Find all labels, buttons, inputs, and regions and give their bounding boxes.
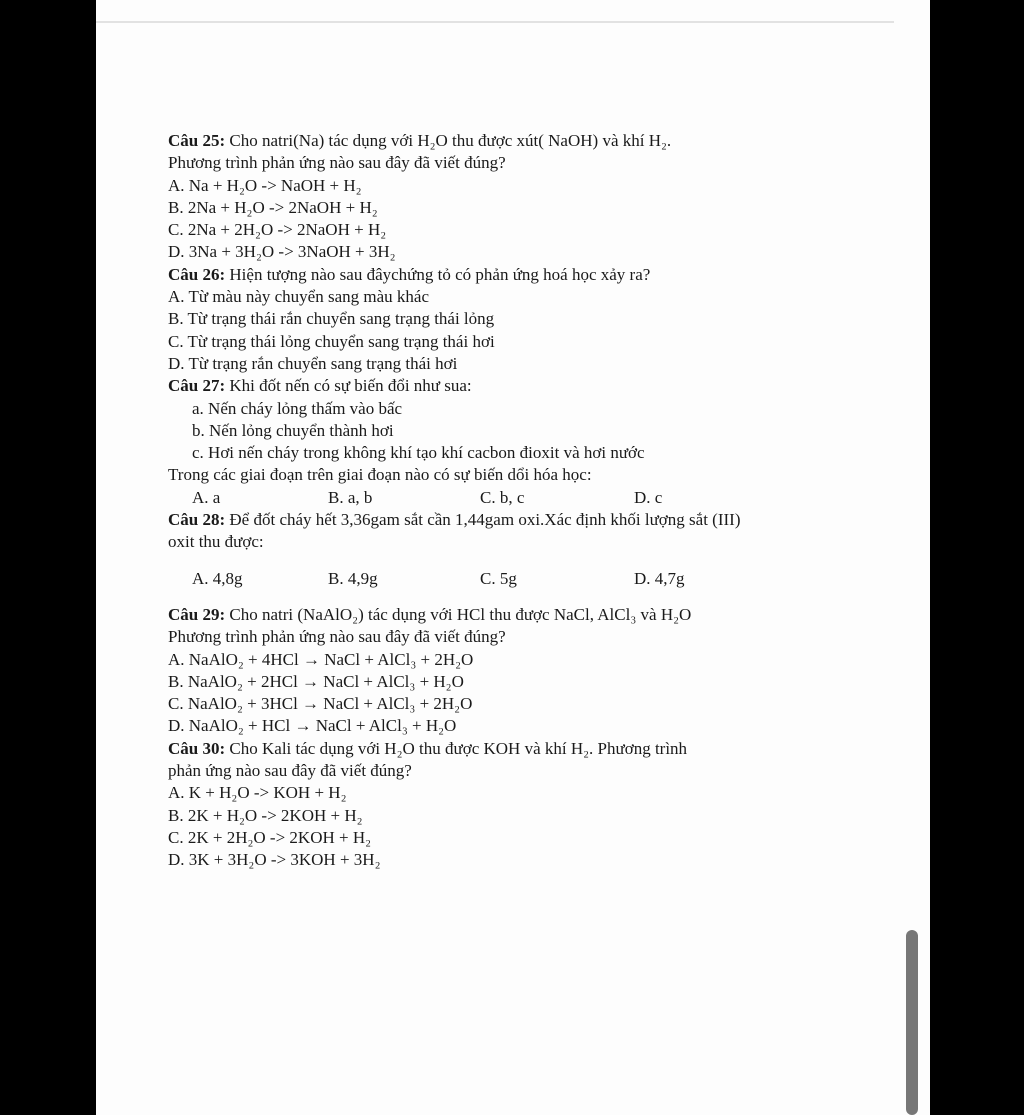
question-30-option-b: B. 2K + H₂O -> 2KOH + H₂ xyxy=(168,805,363,825)
question-29-option-a: A. NaAlO₂ + 4HCl → NaCl + AlCl₃ + 2H₂O xyxy=(168,649,474,669)
question-29-text-line2: Phương trình phản ứng nào sau đây đã viết đúng? xyxy=(168,627,506,647)
question-27 xyxy=(168,375,868,397)
question-29 xyxy=(168,604,868,626)
question-28-options xyxy=(168,568,868,590)
question-28-text-line2: oxit thu được: xyxy=(168,532,264,552)
question-26-option-b: B. Từ trạng thái rắn chuyển sang trạng thái lỏng xyxy=(168,309,495,329)
question-30-option-c: C. 2K + 2H₂O -> 2KOH + H₂ xyxy=(168,827,372,847)
question-27-option-d: D. c xyxy=(634,487,663,507)
page-top-divider xyxy=(96,21,894,23)
question-27-step-b: b. Nến lỏng chuyển thành hơi xyxy=(192,420,394,440)
question-27-label: Câu 27: xyxy=(168,376,226,396)
question-28-option-c: C. 5g xyxy=(480,568,517,588)
question-28-text: Để đốt cháy hết 3,36gam sắt cần 1,44gam oxi.Xác định khối lượng sắt (III) xyxy=(229,510,741,530)
question-25-option-b: B. 2Na + H₂O -> 2NaOH + H₂ xyxy=(168,197,378,217)
question-30-option-a: A. K + H₂O -> KOH + H₂ xyxy=(168,783,347,803)
question-30-option-d: D. 3K + 3H₂O -> 3KOH + 3H₂ xyxy=(168,850,381,870)
question-27-text: Khi đốt nến có sự biến đổi như sua: xyxy=(229,376,472,396)
question-27-text-line2: Trong các giai đoạn trên giai đoạn nào có sự biến dổi hóa học: xyxy=(168,465,592,485)
question-25-option-d: D. 3Na + 3H₂O -> 3NaOH + 3H₂ xyxy=(168,242,396,262)
question-26 xyxy=(168,264,868,286)
question-30-text-line2: phản ứng nào sau đây đã viết đúng? xyxy=(168,761,412,781)
question-30-label: Câu 30: xyxy=(168,738,226,758)
question-26-option-a: A. Từ màu này chuyển sang màu khác xyxy=(168,287,429,307)
question-28-option-b: B. 4,9g xyxy=(328,568,378,588)
question-26-option-c: C. Từ trạng thái lỏng chuyển sang trạng thái hơi xyxy=(168,331,495,351)
question-26-option-d: D. Từ trạng rắn chuyển sang trạng thái hơi xyxy=(168,353,458,373)
question-29-option-d: D. NaAlO₂ + HCl → NaCl + AlCl₃ + H₂O xyxy=(168,716,457,736)
question-25-option-c: C. 2Na + 2H₂O -> 2NaOH + H₂ xyxy=(168,220,387,240)
question-29-option-c: C. NaAlO₂ + 3HCl → NaCl + AlCl₃ + 2H₂O xyxy=(168,694,473,714)
question-29-text: Cho natri (NaAlO₂) tác dụng với HCl thu được NaCl, AlCl₃ và H₂O xyxy=(229,604,692,624)
vertical-scrollbar-thumb[interactable] xyxy=(906,930,918,1115)
question-29-label: Câu 29: xyxy=(168,604,226,624)
question-28-option-a: A. 4,8g xyxy=(192,568,243,588)
question-27-step-c: c. Hơi nến cháy trong không khí tạo khí cacbon đioxit và hơi nước xyxy=(192,443,645,463)
question-28 xyxy=(168,509,868,531)
question-25-text-line2: Phương trình phản ứng nào sau đây đã viết đúng? xyxy=(168,153,506,173)
question-26-label: Câu 26: xyxy=(168,264,226,284)
spacer xyxy=(168,554,868,568)
question-25-option-a: A. Na + H₂O -> NaOH + H₂ xyxy=(168,175,362,195)
question-27-option-b: B. a, b xyxy=(328,487,373,507)
question-27-step-a: a. Nến cháy lỏng thấm vào bấc xyxy=(192,398,403,418)
question-30 xyxy=(168,738,868,760)
question-28-label: Câu 28: xyxy=(168,510,226,530)
document-page xyxy=(96,0,930,1115)
question-26-text: Hiện tượng nào sau đâychứng tỏ có phản ứng hoá học xảy ra? xyxy=(229,264,651,284)
question-27-options xyxy=(168,487,868,509)
question-28-option-d: D. 4,7g xyxy=(634,568,685,588)
spacer xyxy=(168,590,868,604)
question-30-text: Cho Kali tác dụng với H₂O thu được KOH và khí H₂. Phương trình xyxy=(229,738,688,758)
question-27-option-a: A. a xyxy=(192,487,221,507)
question-25-text: Cho natri(Na) tác dụng với H₂O thu được xút( NaOH) và khí H₂. xyxy=(229,131,672,150)
document-body xyxy=(168,130,868,872)
question-29-option-b: B. NaAlO₂ + 2HCl → NaCl + AlCl₃ + H₂O xyxy=(168,671,464,691)
question-25-label: Câu 25: xyxy=(168,131,226,150)
question-27-option-c: C. b, c xyxy=(480,487,525,507)
question-25 xyxy=(168,130,868,152)
